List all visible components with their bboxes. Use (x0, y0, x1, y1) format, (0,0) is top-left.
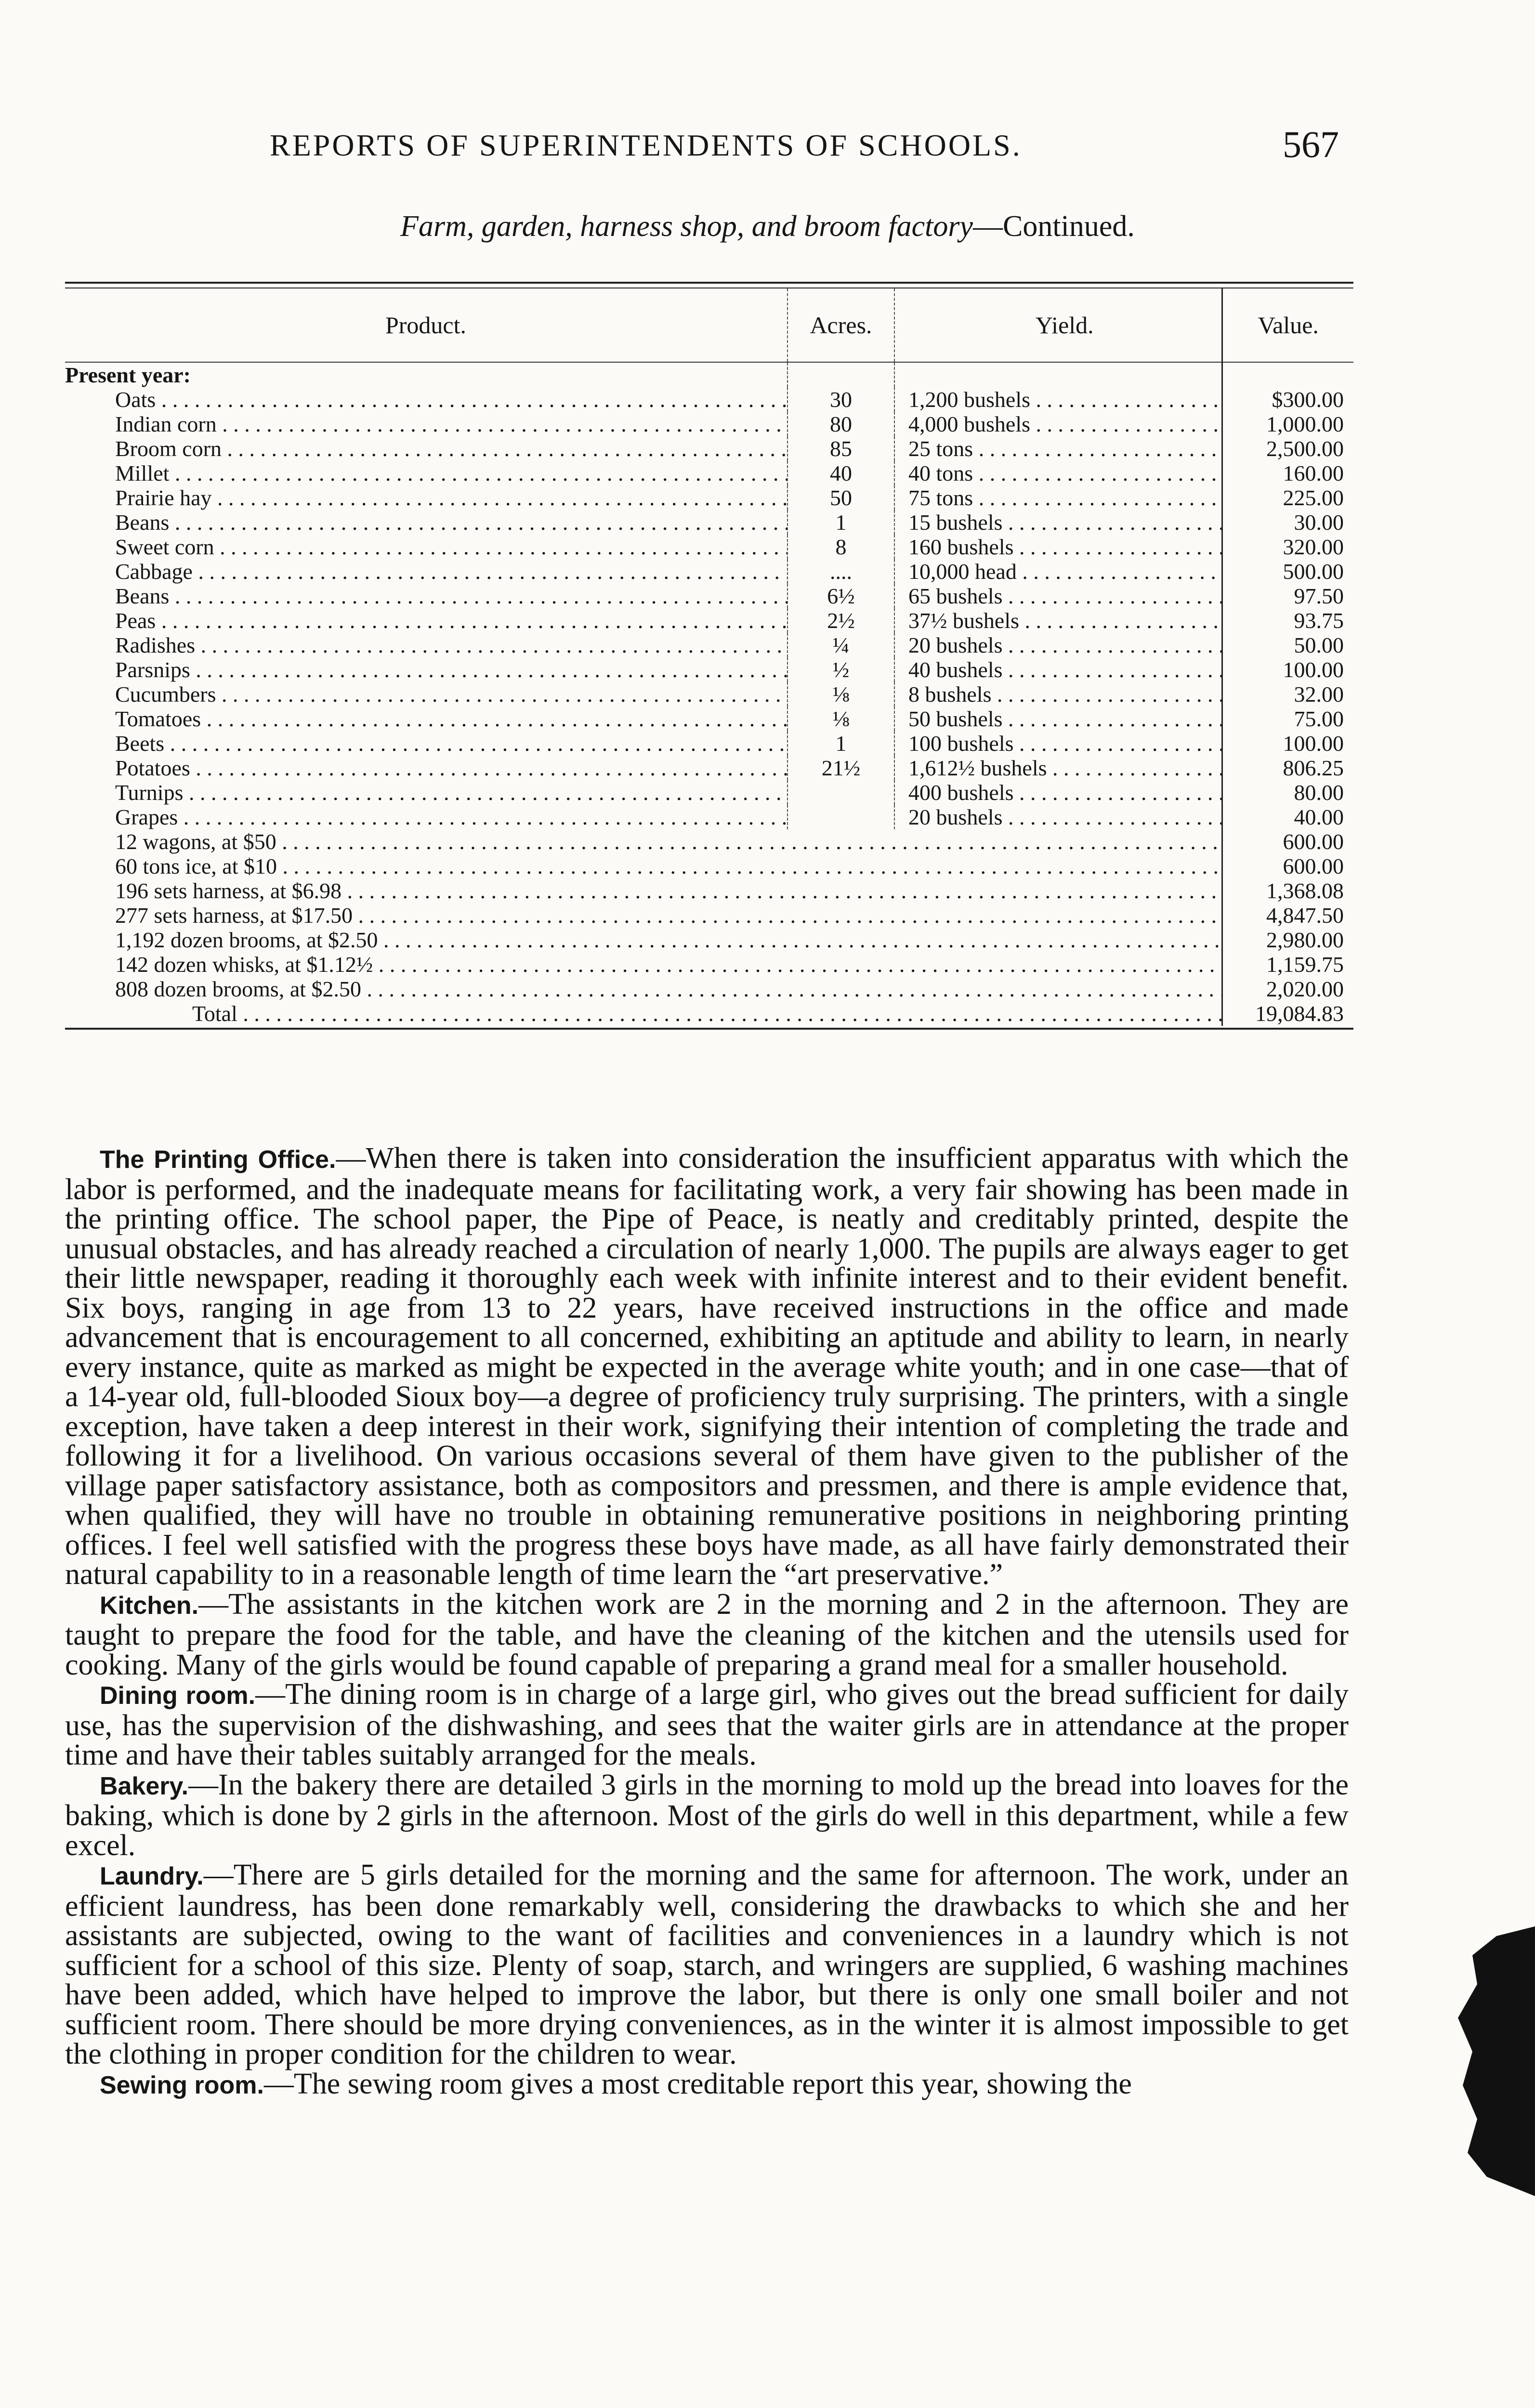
cell-product (65, 756, 787, 780)
cell-value (1222, 485, 1353, 510)
farm-products-table-wrap (65, 282, 1353, 1030)
cell-product (65, 387, 787, 412)
table-row-wide (65, 952, 1353, 977)
cell-value-text: 32.00 (1294, 682, 1344, 707)
cell-yield (894, 436, 1222, 461)
cell-value (1222, 387, 1353, 412)
table-row (65, 510, 1353, 535)
cell-value-text: 1,368.08 (1266, 878, 1344, 903)
table-row (65, 584, 1353, 608)
cell-wide-product (65, 952, 1222, 977)
cell-product-text: Beans (115, 584, 170, 608)
cell-product-text: Cucumbers (115, 682, 216, 707)
cell-product (65, 657, 787, 682)
cell-acres-text: ¼ (832, 633, 850, 657)
cell-yield (894, 485, 1222, 510)
cell-wide-product (65, 854, 1222, 878)
cell-value-text: 93.75 (1294, 608, 1344, 633)
cell-wide-product-text: 142 dozen whisks, at $1.12½ (115, 952, 373, 977)
cell-value (1222, 756, 1353, 780)
table-row (65, 485, 1353, 510)
cell-yield-text: 1,200 bushels (908, 387, 1030, 412)
cell-value (1222, 535, 1353, 559)
table-row (65, 608, 1353, 633)
cell-yield (894, 657, 1222, 682)
cell-value-text: 1,159.75 (1266, 952, 1344, 977)
cell-acres-text: ⅛ (832, 682, 850, 707)
cell-product (65, 780, 787, 805)
table-row-wide (65, 928, 1353, 952)
cell-value (1222, 829, 1353, 854)
cell-product-text: Broom corn (115, 436, 222, 461)
cell-yield-text: 75 tons (908, 485, 973, 510)
cell-product-text: Tomatoes (115, 707, 201, 731)
total-value-text: 19,084.83 (1255, 1001, 1344, 1026)
cell-yield-text: 8 bushels (908, 682, 992, 707)
cell-acres (787, 731, 894, 756)
cell-value-text: $300.00 (1272, 387, 1344, 412)
paragraph-heading: Kitchen. (100, 1591, 199, 1620)
cell-acres (787, 559, 894, 584)
cell-yield (894, 559, 1222, 584)
cell-yield-text: 160 bushels (908, 535, 1014, 559)
cell-value (1222, 633, 1353, 657)
cell-product-text: Peas (115, 608, 156, 633)
table-row (65, 731, 1353, 756)
paragraph (65, 1144, 1349, 1590)
cell-acres (787, 485, 894, 510)
cell-acres-text: 21½ (821, 756, 861, 780)
section-label: Present year: (65, 363, 191, 387)
cell-acres-text: 30 (830, 387, 852, 412)
cell-value-text: 600.00 (1283, 829, 1344, 854)
cell-wide-product (65, 928, 1222, 952)
table-row (65, 436, 1353, 461)
cell-value-text: 100.00 (1283, 657, 1344, 682)
cell-wide-product-text: 196 sets harness, at $6.98 (115, 878, 342, 903)
cell-value (1222, 436, 1353, 461)
cell-value-text: 30.00 (1294, 510, 1344, 535)
cell-yield (894, 805, 1222, 829)
cell-yield (894, 633, 1222, 657)
cell-yield (894, 387, 1222, 412)
cell-acres-text: 8 (835, 535, 847, 559)
cell-value (1222, 608, 1353, 633)
cell-acres (787, 412, 894, 436)
cell-value (1222, 780, 1353, 805)
cell-acres (787, 682, 894, 707)
cell-acres-text: 85 (830, 436, 852, 461)
table-row (65, 657, 1353, 682)
header-product: Product. (65, 288, 787, 362)
cell-value-text: 50.00 (1294, 633, 1344, 657)
cell-wide-product-text: 60 tons ice, at $10 (115, 854, 277, 878)
cell-acres (787, 608, 894, 633)
table-row (65, 805, 1353, 829)
farm-products-table (65, 288, 1353, 1026)
cell-product (65, 731, 787, 756)
cell-product-text: Indian corn (115, 412, 217, 436)
cell-yield-text: 15 bushels (908, 510, 1003, 535)
cell-acres (787, 805, 894, 829)
cell-product (65, 805, 787, 829)
cell-acres-text: 50 (830, 485, 852, 510)
cell-product-text: Beans (115, 510, 170, 535)
paragraph-text: —In the bakery there are detailed 3 girls in the morning to mold up the bread into loaves for the baking, which is done by 2 girls in the afternoon. Most of the girls do well in this department, while a few excel. (65, 1768, 1349, 1862)
paragraph-heading: Sewing room. (100, 2071, 264, 2099)
table-subtitle (0, 209, 1535, 244)
paragraph-text: —The sewing room gives a most creditable report this year, showing the (263, 2067, 1132, 2100)
cell-acres-text: 40 (830, 461, 852, 485)
cell-value-text: 2,020.00 (1266, 977, 1344, 1001)
cell-value-text: 500.00 (1283, 559, 1344, 584)
cell-value (1222, 584, 1353, 608)
cell-product (65, 535, 787, 559)
cell-yield-text: 65 bushels (908, 584, 1003, 608)
table-row (65, 756, 1353, 780)
cell-value (1222, 854, 1353, 878)
cell-value-text: 160.00 (1283, 461, 1344, 485)
cell-value-text: 2,980.00 (1266, 928, 1344, 952)
paragraph-heading: Dining room. (100, 1682, 256, 1710)
subtitle-italic: Farm, garden, harness shop, and broom factory (400, 210, 973, 243)
total-value (1222, 1001, 1353, 1026)
paragraph (65, 1770, 1349, 1861)
cell-value-text: 97.50 (1294, 584, 1344, 608)
cell-yield (894, 608, 1222, 633)
paragraph-heading: The Printing Office. (100, 1146, 336, 1174)
cell-wide-product (65, 878, 1222, 903)
paragraph (65, 1860, 1349, 2069)
cell-acres (787, 535, 894, 559)
paragraph-text: —The dining room is in charge of a large girl, who gives out the bread sufficient for daily use, has the supervision of the dishwashing, and sees that the waiter girls are in attendance at the proper time and have their tables suitably arranged for the meals. (65, 1678, 1349, 1771)
table-row-wide (65, 829, 1353, 854)
table-body (65, 362, 1353, 1026)
cell-acres-text: 6½ (827, 584, 855, 608)
cell-value-text: 806.25 (1283, 756, 1344, 780)
page-header (270, 123, 1339, 176)
cell-yield-text: 50 bushels (908, 707, 1003, 731)
cell-product-text: Beets (115, 731, 165, 756)
cell-yield-text: 100 bushels (908, 731, 1014, 756)
cell-product-text: Parsnips (115, 657, 190, 682)
cell-acres (787, 436, 894, 461)
table-top-rule (65, 282, 1353, 284)
table-bottom-rule (65, 1028, 1353, 1030)
cell-value-text: 75.00 (1294, 707, 1344, 731)
cell-wide-product-text: 12 wagons, at $50 (115, 829, 276, 854)
cell-product-text: Millet (115, 461, 170, 485)
cell-acres (787, 461, 894, 485)
cell-product (65, 559, 787, 584)
cell-yield (894, 756, 1222, 780)
paragraph (65, 1680, 1349, 1770)
cell-product-text: Potatoes (115, 756, 190, 780)
cell-value (1222, 928, 1353, 952)
cell-product (65, 412, 787, 436)
cell-acres-text: ⅛ (832, 707, 850, 731)
paragraph (65, 2069, 1349, 2101)
total-label-text: Total (192, 1001, 237, 1026)
cell-value-text: 100.00 (1283, 731, 1344, 756)
cell-value-text: 2,500.00 (1266, 436, 1344, 461)
cell-value (1222, 805, 1353, 829)
cell-acres-text: 1 (835, 731, 847, 756)
cell-product-text: Cabbage (115, 559, 193, 584)
cell-acres (787, 756, 894, 780)
cell-acres-text: 1 (835, 510, 847, 535)
cell-value (1222, 412, 1353, 436)
table-row (65, 559, 1353, 584)
ink-blot-mark (1458, 1926, 1535, 2196)
running-head: REPORTS OF SUPERINTENDENTS OF SCHOOLS. (270, 128, 1022, 162)
paragraph-text: —The assistants in the kitchen work are 2 in the morning and 2 in the afternoon. They are taught to prepare the food for the table, and have the cleaning of the kitchen and the utensils used for cooking. Many of the girls would be found capable of preparing a grand meal for a smaller household. (65, 1587, 1349, 1681)
cell-wide-product-text: 1,192 dozen brooms, at $2.50 (115, 928, 378, 952)
cell-value-text: 600.00 (1283, 854, 1344, 878)
cell-yield-text: 10,000 head (908, 559, 1017, 584)
cell-acres-text: ½ (832, 657, 850, 682)
paragraph-heading: Laundry. (100, 1862, 204, 1890)
cell-yield-text: 20 bushels (908, 633, 1003, 657)
cell-value-text: 1,000.00 (1266, 412, 1344, 436)
cell-acres (787, 657, 894, 682)
table-row (65, 412, 1353, 436)
cell-value (1222, 977, 1353, 1001)
cell-product (65, 485, 787, 510)
paragraph-text: —There are 5 girls detailed for the morning and the same for afternoon. The work, under an efficient laundress, has been done remarkably well, considering the drawbacks to which she and her assistants are subjected, owing to the want of facilities and conveniences in a laundry which is not sufficient for a school of this size. Plenty of soap, starch, and wringers are supplied, 6 washing machines have been added, which have helped to improve the labor, but there is only one small boiler and not sufficient room. There should be more drying conveniences, as in the winter it is almost impossible to get the clothing in proper condition for the children to wear. (65, 1858, 1349, 2070)
table-row-wide (65, 854, 1353, 878)
total-row (65, 1001, 1353, 1026)
cell-yield (894, 707, 1222, 731)
table-row (65, 780, 1353, 805)
cell-yield (894, 510, 1222, 535)
cell-value (1222, 510, 1353, 535)
table-row (65, 707, 1353, 731)
body-text (65, 1144, 1349, 2100)
cell-yield (894, 682, 1222, 707)
cell-yield (894, 731, 1222, 756)
cell-product-text: Sweet corn (115, 535, 214, 559)
cell-value-text: 40.00 (1294, 805, 1344, 829)
cell-wide-product (65, 977, 1222, 1001)
cell-yield-text: 400 bushels (908, 780, 1014, 805)
cell-yield-text: 25 tons (908, 436, 973, 461)
cell-value (1222, 707, 1353, 731)
cell-product (65, 584, 787, 608)
paragraph (65, 1587, 1349, 1681)
cell-yield (894, 412, 1222, 436)
page-number: 567 (1283, 123, 1339, 165)
cell-acres (787, 584, 894, 608)
cell-product-text: Prairie hay (115, 485, 212, 510)
cell-value (1222, 731, 1353, 756)
cell-value (1222, 559, 1353, 584)
table-row (65, 633, 1353, 657)
table-row (65, 387, 1353, 412)
table-row-wide (65, 878, 1353, 903)
table-row-wide (65, 903, 1353, 928)
cell-wide-product-text: 808 dozen brooms, at $2.50 (115, 977, 362, 1001)
table-row (65, 535, 1353, 559)
cell-product (65, 633, 787, 657)
cell-product-text: Radishes (115, 633, 196, 657)
cell-value-text: 80.00 (1294, 780, 1344, 805)
cell-acres-text: 80 (830, 412, 852, 436)
paragraph-heading: Bakery. (100, 1772, 189, 1800)
table-row (65, 682, 1353, 707)
cell-yield (894, 535, 1222, 559)
cell-wide-product (65, 903, 1222, 928)
cell-acres-text: 2½ (827, 608, 855, 633)
cell-acres (787, 707, 894, 731)
subtitle-suffix: —Continued. (973, 210, 1135, 243)
header-value: Value. (1222, 288, 1353, 362)
cell-yield (894, 780, 1222, 805)
cell-yield (894, 584, 1222, 608)
cell-value (1222, 682, 1353, 707)
cell-product (65, 707, 787, 731)
cell-yield-text: 40 bushels (908, 657, 1003, 682)
cell-product-text: Turnips (115, 780, 184, 805)
table-row (65, 461, 1353, 485)
cell-yield-text: 1,612½ bushels (908, 756, 1047, 780)
cell-acres (787, 780, 894, 805)
cell-value (1222, 903, 1353, 928)
total-label (65, 1001, 1222, 1026)
cell-product (65, 608, 787, 633)
cell-value (1222, 657, 1353, 682)
cell-product (65, 510, 787, 535)
cell-value-text: 225.00 (1283, 485, 1344, 510)
table-header-row (65, 288, 1353, 362)
cell-yield-text: 37½ bushels (908, 608, 1019, 633)
cell-value (1222, 952, 1353, 977)
section-row (65, 362, 1353, 387)
header-yield: Yield. (894, 288, 1222, 362)
cell-product (65, 682, 787, 707)
cell-wide-product-text: 277 sets harness, at $17.50 (115, 903, 353, 928)
cell-yield (894, 461, 1222, 485)
cell-acres-text: .... (830, 559, 852, 584)
cell-product (65, 436, 787, 461)
cell-wide-product (65, 829, 1222, 854)
cell-product-text: Grapes (115, 805, 178, 829)
cell-yield-text: 40 tons (908, 461, 973, 485)
cell-acres (787, 510, 894, 535)
cell-value (1222, 461, 1353, 485)
paragraph-text: —When there is taken into consideration the insufficient apparatus with which the labor is performed, and the inadequate means for facilitating work, a very fair showing has been made in the printing office. The school paper, the Pipe of Peace, is neatly and creditably printed, despite the unusual obstacles, and has already reached a circulation of nearly 1,000. The pupils are always eager to get their little newspaper, reading it thoroughly each week with infinite interest and to their evident benefit. Six boys, ranging in age from 13 to 22 years, have received instructions in the office and made advancement that is encouragement to all concerned, exhibiting an aptitude and ability to learn, in nearly every instance, quite as marked as might be expected in the average white youth; and in one case—that of a 14-year old, full-blooded Sioux boy—a degree of proficiency truly surprising. The printers, with a single exception, have taken a deep interest in their work, signifying their intention of completing the trade and following it for a livelihood. On various occasions several of them have given to the publisher of the village paper satisfactory assistance, both as compositors and pressmen, and there is ample evidence that, when qualified, they will have no trouble in obtaining remunerative positions in neighboring printing offices. I feel well satisfied with the progress these boys have made, as all have fairly demonstrated their natural capability to in a reasonable length of time learn the “art preservative.” (65, 1142, 1349, 1591)
cell-value (1222, 878, 1353, 903)
cell-yield-text: 20 bushels (908, 805, 1003, 829)
table-row-wide (65, 977, 1353, 1001)
cell-acres (787, 633, 894, 657)
cell-value-text: 4,847.50 (1266, 903, 1344, 928)
cell-yield-text: 4,000 bushels (908, 412, 1030, 436)
cell-product-text: Oats (115, 387, 156, 412)
cell-product (65, 461, 787, 485)
cell-value-text: 320.00 (1283, 535, 1344, 559)
cell-acres (787, 387, 894, 412)
header-acres: Acres. (787, 288, 894, 362)
